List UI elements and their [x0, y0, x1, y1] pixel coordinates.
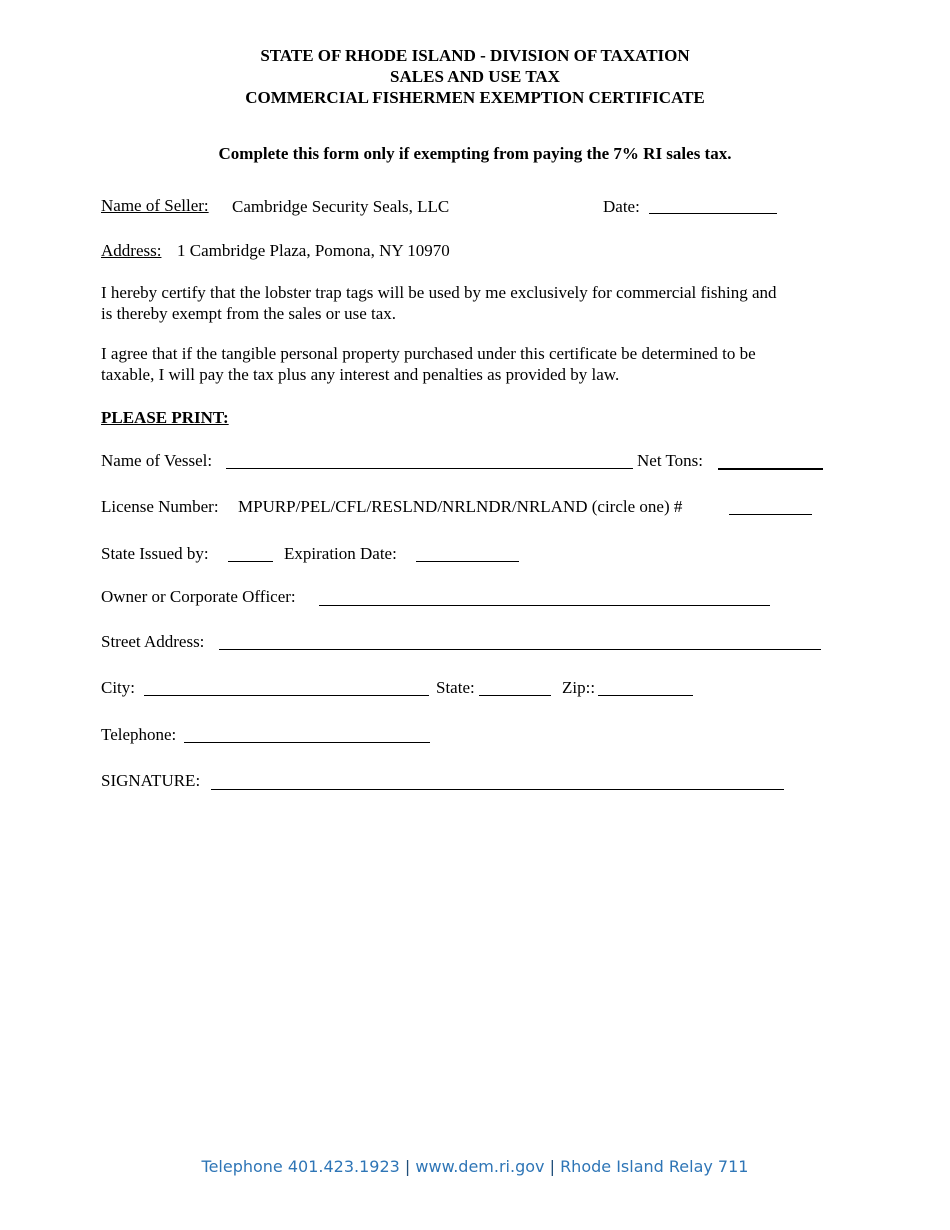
date-field[interactable]: [649, 213, 777, 214]
seller-name-value: Cambridge Security Seals, LLC: [232, 197, 450, 216]
signature-field[interactable]: [211, 789, 784, 790]
header-line-3: COMMERCIAL FISHERMEN EXEMPTION CERTIFICATE: [245, 88, 705, 107]
address-value: 1 Cambridge Plaza, Pomona, NY 10970: [177, 241, 450, 260]
net-tons-label: Net Tons:: [637, 451, 704, 470]
vessel-name-field[interactable]: [226, 468, 633, 469]
signature-label: SIGNATURE:: [101, 771, 201, 790]
state-issued-field[interactable]: [228, 561, 273, 562]
zip-field[interactable]: [598, 695, 693, 696]
telephone-label: Telephone:: [101, 725, 177, 744]
footer-website-link[interactable]: www.dem.ri.gov: [415, 1157, 545, 1176]
footer-telephone: Telephone 401.423.1923: [201, 1157, 400, 1176]
city-field[interactable]: [144, 695, 429, 696]
date-label: Date:: [603, 197, 640, 216]
state-label: State:: [436, 678, 475, 697]
license-options: MPURP/PEL/CFL/RESLND/NRLNDR/NRLAND (circle one) #: [238, 497, 683, 516]
street-address-field[interactable]: [219, 649, 821, 650]
owner-label: Owner or Corporate Officer:: [101, 587, 296, 606]
agree-paragraph-line-1: I agree that if the tangible personal property purchased under this certificate be determined to be: [101, 344, 756, 363]
address-label: Address:: [101, 241, 162, 260]
certify-paragraph-line-1: I hereby certify that the lobster trap tags will be used by me exclusively for commercial fishing and: [101, 283, 777, 302]
footer-separator: |: [549, 1157, 555, 1176]
seller-name-label: Name of Seller:: [101, 196, 209, 215]
footer-relay: Rhode Island Relay 711: [560, 1157, 749, 1176]
agree-paragraph-line-2: taxable, I will pay the tax plus any interest and penalties as provided by law.: [101, 365, 620, 384]
state-field[interactable]: [479, 695, 551, 696]
expiration-date-field[interactable]: [416, 561, 519, 562]
expiration-date-label: Expiration Date:: [284, 544, 397, 563]
please-print-heading: PLEASE PRINT:: [101, 408, 229, 427]
instruction-text: Complete this form only if exempting from paying the 7% RI sales tax.: [218, 144, 732, 163]
city-label: City:: [101, 678, 136, 697]
street-address-label: Street Address:: [101, 632, 205, 651]
telephone-field[interactable]: [184, 742, 430, 743]
footer-separator: |: [404, 1157, 411, 1176]
state-issued-label: State Issued by:: [101, 544, 209, 563]
certify-paragraph-line-2: is thereby exempt from the sales or use tax.: [101, 304, 397, 323]
header-line-2: SALES AND USE TAX: [390, 67, 560, 86]
owner-field[interactable]: [319, 605, 770, 606]
vessel-label: Name of Vessel:: [101, 451, 213, 470]
net-tons-field[interactable]: [718, 468, 823, 470]
footer-contact: [0, 1157, 950, 1176]
license-number-field[interactable]: [729, 514, 812, 515]
zip-label: Zip::: [562, 678, 596, 697]
license-label: License Number:: [101, 497, 219, 516]
header-line-1: STATE OF RHODE ISLAND - DIVISION OF TAXATION: [260, 46, 690, 65]
